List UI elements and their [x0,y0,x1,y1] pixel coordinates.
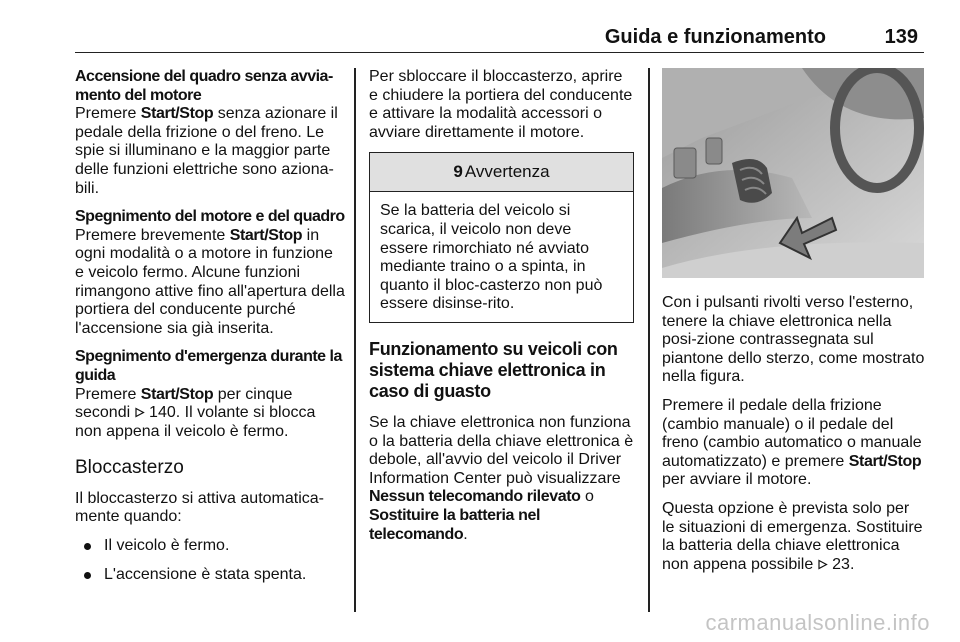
paragraph-key-failure [369,414,634,544]
warning-title: Avvertenza [464,162,550,182]
paragraph-emergency-off [75,348,345,441]
start-stop-term: Start/Stop [140,385,214,403]
subheading-ignition: Accensione del quadro senza avvia-mento del motore [75,68,333,104]
warning-icon: 9 [453,162,463,182]
header-title: Guida e funzionamento [604,26,826,48]
page-reference-link[interactable]: 23 [827,555,850,573]
bullet-icon [84,543,91,550]
paragraph-engine-off [75,208,345,338]
page-header [75,0,924,53]
column-divider [354,68,356,612]
start-stop-term: Start/Stop [848,452,922,470]
start-stop-term: Start/Stop [140,105,214,123]
page-number: 139 [884,26,918,48]
paragraph-ignition [75,68,345,198]
text: in ogni modalità o a motore in funzione e veicolo fermo. Alcune funzioni rimangono attive fino all'apertura della portiera del conducente purché l'accensione sia già inserita. [75,226,345,337]
paragraph-unlock: Per sbloccare il bloccasterzo, aprire e chiudere la portiera del conducente e attivare la modalità accessori o avviare direttamente il motore. [369,68,633,141]
text: senza azionare il pedale della frizione o del freno. Le spie si illuminano e la maggior parte delle funzioni elettriche sono aziona-bili. [75,105,338,197]
subheading-emergency-off: Spegnimento d'emergenza durante la guida [75,348,342,384]
condition-list [75,537,345,584]
page-reference-arrow-icon [818,556,828,573]
steering-column-illustration [662,68,924,278]
list-item-text: Il veicolo è fermo. [104,537,230,555]
warning-text: Se la batteria del veicolo si scarica, il veicolo non deve essere rimorchiato né avviato mediante traino o a spinta, in quanto il bloc-casterzo non può essere disinse-rito. [380,202,603,313]
text: Premere il pedale della frizione (cambio manuale) o il pedale del freno (cambio automatico o manuale automatizzato) e premere [662,396,922,470]
text: Premere [75,385,141,403]
paragraph-hold-key: Con i pulsanti rivolti verso l'esterno, tenere la chiave elettronica nella posi-zione contrassegnata sul piantone dello sterzo, come mostrato nella figura. [662,294,925,386]
dic-message: Nessun telecomando rilevato [369,488,581,506]
paragraph-press-pedal [662,397,926,490]
text: Se la chiave elettronica non funziona o la batteria della chiave elettronica è debole, all'avvio del veicolo il Driver Information Center può visualizzare [369,413,634,487]
section-intro: Il bloccasterzo si attiva automatica-mente quando: [75,489,324,526]
text: o [580,488,594,506]
column-left [75,68,345,594]
column-middle [369,68,634,554]
text: . [463,525,468,543]
page-reference-arrow-icon [135,404,145,421]
text: per avviare il motore. [662,471,812,489]
text: Questa opzione è prevista solo per le situazioni di emergenza. Sostituire la batteria della chiave elettronica non appena possibile [662,499,923,573]
subheading-engine-off: Spegnimento del motore e del quadro [75,208,345,226]
watermark: carmanualsonline.info [705,610,930,635]
section-title: Bloccasterzo [75,457,184,479]
text: . [849,555,855,573]
column-right [662,68,926,584]
text: Premere brevemente [75,226,230,244]
text: per cinque secondi [75,385,293,422]
warning-header [370,153,633,192]
page-reference-link[interactable]: 140 [144,404,176,422]
start-stop-term: Start/Stop [229,226,303,244]
column-divider [648,68,650,612]
text: . Il volante si blocca non appena il veicolo è fermo. [75,404,316,440]
text: Premere [75,105,141,123]
bullet-icon [84,572,91,579]
warning-box [369,152,634,323]
paragraph-emergency-only [662,500,926,574]
list-item [75,566,345,585]
list-item [75,537,345,556]
list-item-text: L'accensione è stata spenta. [104,565,307,583]
section-heading: Funzionamento su veicoli con sistema chiave elettronica in caso di guasto [369,338,618,401]
steering-column-figure [662,68,924,278]
dic-message: Sostituire la batteria nel telecomando [369,506,540,543]
